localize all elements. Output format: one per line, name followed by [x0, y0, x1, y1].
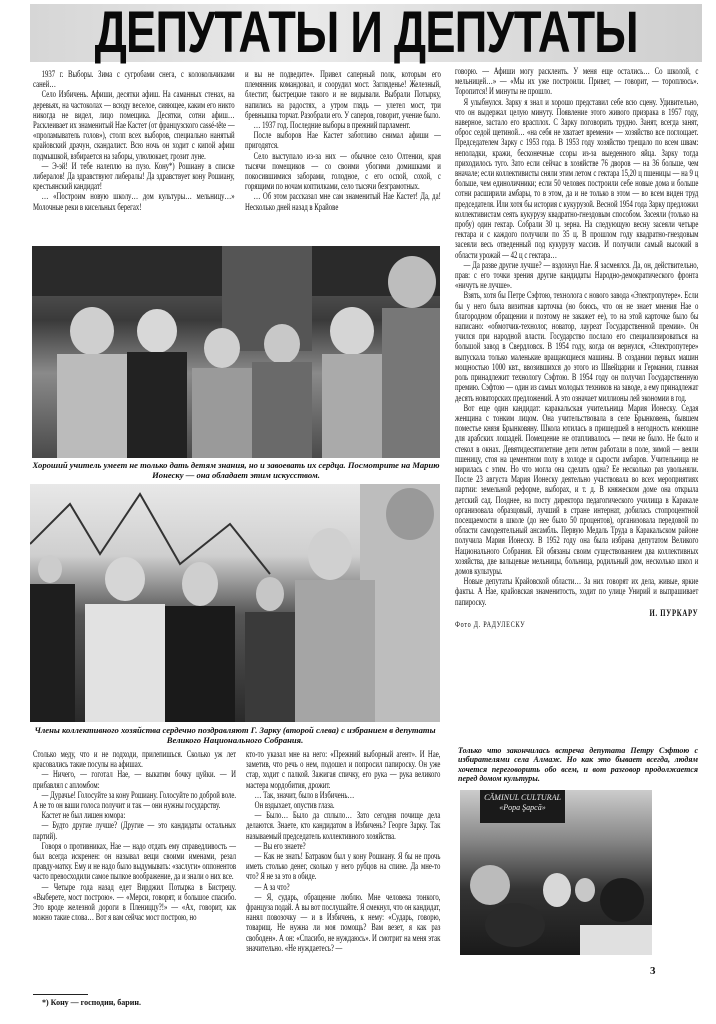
paragraph: — Я, сударь, обращение люблю. Мне человека тонкого, француза подай. А вы вот послушайте. Я смекнул, что он кандидат, нанял повозочку — и в Избичень, к нему: «Сударь, говорю, товарищ. Не нужна ли моя помощь? Вам везет, я как раз свободен». А он: «Спасибо, не нуждаюсь». И смотрит на меня этак значительно. «Не нуждаетесь? —: [246, 892, 441, 954]
paragraph: Взять, хотя бы Петре Сэфтою, технолога с нового завода «Электропутере». Если бы у него была визитная карточка (но боюсь, что он не знает мнения Нае о благородном обращении и поэтому не закажет ее), то на этой карточке было бы написано: «обмотчик-технолог, новатор, лауреат Государственной премии». Он учился при народной власти. Государство послало его специализироваться на большой завод в Свердловск. В 1954 году, когда он вернулся, «Электропутере» выпускала только маленькие вращающиеся машины. В создании первых машин мощностью 1000 квт., ввозившихся до этого из Швейцарии и Германии, главная роль принадлежит технологу Сэфтою. В 1954 году он получил Государственную премию. Сэфтою — один из самых молодых техников на заводе, а ему принадлежат десять новаторских предложений. А это означает миллионы лей экономии в год.: [455, 291, 699, 404]
top-column-2: [245, 70, 441, 213]
paragraph: Он вздыхает, опустив глаза.: [254, 801, 335, 812]
footnote-rule: [33, 994, 88, 995]
page-number: 3: [650, 965, 656, 977]
paragraph: 1937 г. Выборы. Зима с сугробами снега, с колокольчиками саней…: [33, 70, 235, 91]
photo2-caption: Члены коллективного хозяйства сердечно поздравляют Г. Зарку (второй слева) с избранием в депутаты Великого Национального Собрания.: [34, 725, 436, 745]
paragraph: — Как не знать! Батраком был у кону Рошиану. Я бы не прочь иметь столько денег, сколько у него рубцов на спине. Да мне-то что? Я не за это в обиде.: [246, 852, 441, 883]
paragraph: кто-то указал мне на него: «Прежний выборный агент». И Нае, заметив, что речь о нем, подошел и попросил папироску. Он уже стар, ходит с палкой. Зажигая спичку, его рука — рука великого мастера мордобития, дрожит.: [246, 750, 441, 791]
photo-deputy-meeting-voters: [460, 790, 652, 955]
paragraph: Село Избичень. Афиши, десятки афиш. На саманных стенах, на деревьях, на частоколах — всюду веселое, сияющее, каким его никто никогда не видел, лицо помещика. Десятки, сотни афиш… Расклеивает их знаменитый Нае Кастет (от французского cassé-tête — «проламыватель голов»), столп всех выборов, специально нанятый крайовский драчун, скандалист. Всю ночь он ходит с кипой афиш подмышкой, взбирается на заборы, улюлюкает, грозит луне.: [33, 90, 235, 162]
paragraph: Столько меду, что и не подходи, прилепишься. Сколько уж лет красовались такие посулы на афишах.: [33, 750, 237, 771]
paragraph: — Будто другие лучше? (Другие — это кандидаты остальных партий).: [33, 821, 237, 842]
top-column-1: [33, 70, 235, 213]
paragraph: … «Построим новую школу… дом культуры… мельницу…» Молочные реки в кисельных берегах!: [33, 192, 235, 213]
paragraph: Вот еще один кандидат: каракальская учительница Мария Ионеску. Седая женщина с тонким лицом. Она учительствовала в селе Брынковень, бывшем поместье князя Брынковяну. Школа ютилась в пришедшей в негодность конюшне для арабских лошадей. Помещение не отапливалось — печи не было. Не было и стекол в окнах. Девятидесятилетние дети летом работали в поле, зимой — веяли пшеницу, стоя на цементном полу в холоде и сырости амбаров. Учительница не мирилась с этим. Но что могла она сделать одна? Ее несколько раз увольняли. После 23 августа Мария Ионеску деятельно участвовала во всех мероприятиях партии: земельной реформе, выборах, и т. д. В княжеском доме она открыла детский сад. Позднее, на посту директора педагогического училища в Каракале организовала образцовый, лучший в стране интернат, добилась стопроцентной посещаемости в школе (до нее было 50 процентов), организовала передовой по области самодеятельный ансамбль. Первую Медаль Труда в Каракальском районе получила Мария Ионеску. В 1952 году она была избрана депутатом Великого Национального Собрания. Ей обязаны своим существованием два коллективных хозяйства, две вальцевые мельницы, больница, родильный дом, несколько школ и домов культуры.: [455, 403, 699, 577]
paragraph: Новые депутаты Крайовской области… За них говорят их дела, живые, яркие факты. А Нае, крайовская знаменитость, ходит по улице Унирий и выпрашивает папироску.: [455, 577, 699, 608]
author-signature: И. ПУРКАРУ: [649, 608, 699, 619]
paragraph: … Об этом рассказал мне сам знаменитый Нае Кастет! Да, да! Несколько дней назад в Крайове: [245, 192, 441, 213]
paragraph: Я улыбнулся. Зарку я знал и хорошо представил себе всю сцену. Удивительно, что он выдержал целую минуту. Появление этого живого призрака в 1957 году, наверное, застало его врасплох. С Зарку поговорить трудно. Занят, всегда занят, оброс седой щетиной… «на себя не хватает времени» — хозяйство все поглощает. Председателем Зарку с 1953 года. В 1953 году хозяйство трещало по всем швам: неполадки, кражи, бесконечные ссоры из-за выеденного яйца. Зарку тогда приходилось туго. Зато если сейчас в хозяйстве 76 дворов — на 36 больше, чем вначале; если коллективисты сняли этим летом с гектара 15,20 ц пшеницы — на 9 ц больше, чем единоличники; если 50 человек построили себе новые дома и больше сотни расширили амбары, то в этом, да и не только в этом — во всем виден труд председателя. Или хотя бы история с кукурузой. Весной 1954 года Зарку предложил коллективистам сеять кукурузу квадратно-гнездовым способом. Засеяли (только на пробу) один гектар. Собрали 30 ц. зерна. На следующую весну засеяли четыре гектара и с каждого получили по 35 ц. В прошлом году квадратно-гнездовым засеяли весь отведенный под кукурузу массив. И получили самый высокий в области урожай — 42 ц с гектара…: [455, 97, 699, 261]
paragraph: говорю. — Афиши могу расклеить. У меня еще остались… Со школой, с мельницей…» — «Мы их уже построили. Привет, — говорит, — тороплюсь». Торопится! И минуты не прошло.: [455, 67, 699, 98]
paragraph: — Было… Было да сплыло… Зато сегодня почище дела делаются. Знаете, кто кандидатом в Избичень? Георге Зарку. Так называемый председатель коллективного хозяйства.: [246, 811, 441, 842]
paragraph: Кастет не был лишен юмора:: [41, 811, 126, 822]
paragraph: — Вы его знаете?: [254, 841, 306, 852]
paragraph: — А за что?: [254, 882, 290, 893]
photo-credit: Фото Д. РАДУЛЕСКУ: [455, 618, 526, 629]
footnote: *) Кону — господин, барин.: [42, 998, 141, 1007]
bottom-column-2: [246, 750, 440, 954]
paragraph: После выборов Нае Кастет заботливо снимал афиши — пригодятся.: [245, 131, 441, 152]
photo1-caption: Хороший учитель умеет не только дать детям знания, но и завоевать их сердца. Посмотрите на Марию Ионеску — она обладает этим искусством.: [32, 460, 440, 480]
photo-figures: [32, 246, 440, 458]
paragraph: — Э-эй! И тебе налеплю на пузо. Кону*) Рошиану в списке либералов! Да здравствуют либералы! Да здравствует кону Рошиану, крестьянский кандидат!: [33, 161, 235, 193]
article-title: ДЕПУТАТЫ И ДЕПУТАТЫ: [94, 0, 638, 65]
photo-figures: [30, 484, 440, 722]
paragraph: и вы не подведите». Привел саперный полк, которым его племянник командовал, и соорудил мост. Загляденье! Железный, блестит, быстрецкие такого и не видывали. Выбрали Потырку, напились на радостях, а утром глядь — улетел мост, три бревнышка торчат. Разобрали его. У саперов, говорит, учение было.: [245, 70, 441, 121]
photo-collective-farm-congratulations: [30, 484, 440, 722]
paragraph: Село выступало из-за них — обычное село Олтении, края тысячи помещиков — со своими убогими домишками и покосившимися заборами, голодное, с его оспой, сохой, с горящими по ночам коптилками, село тысячи безграмотных.: [245, 151, 441, 193]
paragraph: — Ничего, — гоготал Нае, — выкатим бочку цуйки. — И прибавлял с апломбом:: [33, 770, 237, 791]
paragraph: — Да разве другие лучше? — вздохнул Нае. Я засмеялся. Да, он, действительно, прав: с его точки зрения другие кандидаты Народно-демократического фронта «ничуть не лучше».: [455, 260, 699, 292]
paragraph: — Дурачье! Голосуйте за кону Рошиану. Голосуйте по доброй воле. А не то он ваши голоса получит и так — они нужны государству.: [33, 790, 237, 812]
paragraph: — Четыре года назад едет Вирджил Потырка в Бистрецу. «Выберете, мост построю». — «Мерси, говорят, и большое спасибо. Это вроде железной дороги в Плениццу?!» — «Ах, говорит, как можно такие слова… Вот я вам сейчас мост построю, но: [33, 882, 237, 924]
paragraph: … Так, значит, было в Избичень…: [254, 790, 355, 801]
photo-teacher-with-students: [32, 246, 440, 458]
photo-figures: [460, 790, 652, 955]
headline-banner: [30, 0, 702, 65]
paragraph: Говоря о противниках, Нае — надо отдать ему справедливость — был всегда искренен: он называл вещи своими именами, резал правду-матку. Ему и не надо было выдумывать: «заслуги» оппонентов часто превосходили самое пылкое воображение, да и знали о них все.: [33, 841, 237, 883]
bottom-column-1: [33, 750, 236, 923]
paragraph: … 1937 год. Последние выборы в прежний парламент.: [253, 121, 411, 132]
culture-house-sign: CĂMINUL CULTURAL «Popa Şapcă»: [480, 790, 565, 823]
right-column: [455, 67, 698, 629]
photo3-caption: Только что закончилась встреча депутата Петру Сэфтою с избирателями села Алмаж. Но как это бывает всегда, людям хочется переговорить обо всем, и вот разговор продолжается перед домом культуры.: [458, 746, 698, 784]
